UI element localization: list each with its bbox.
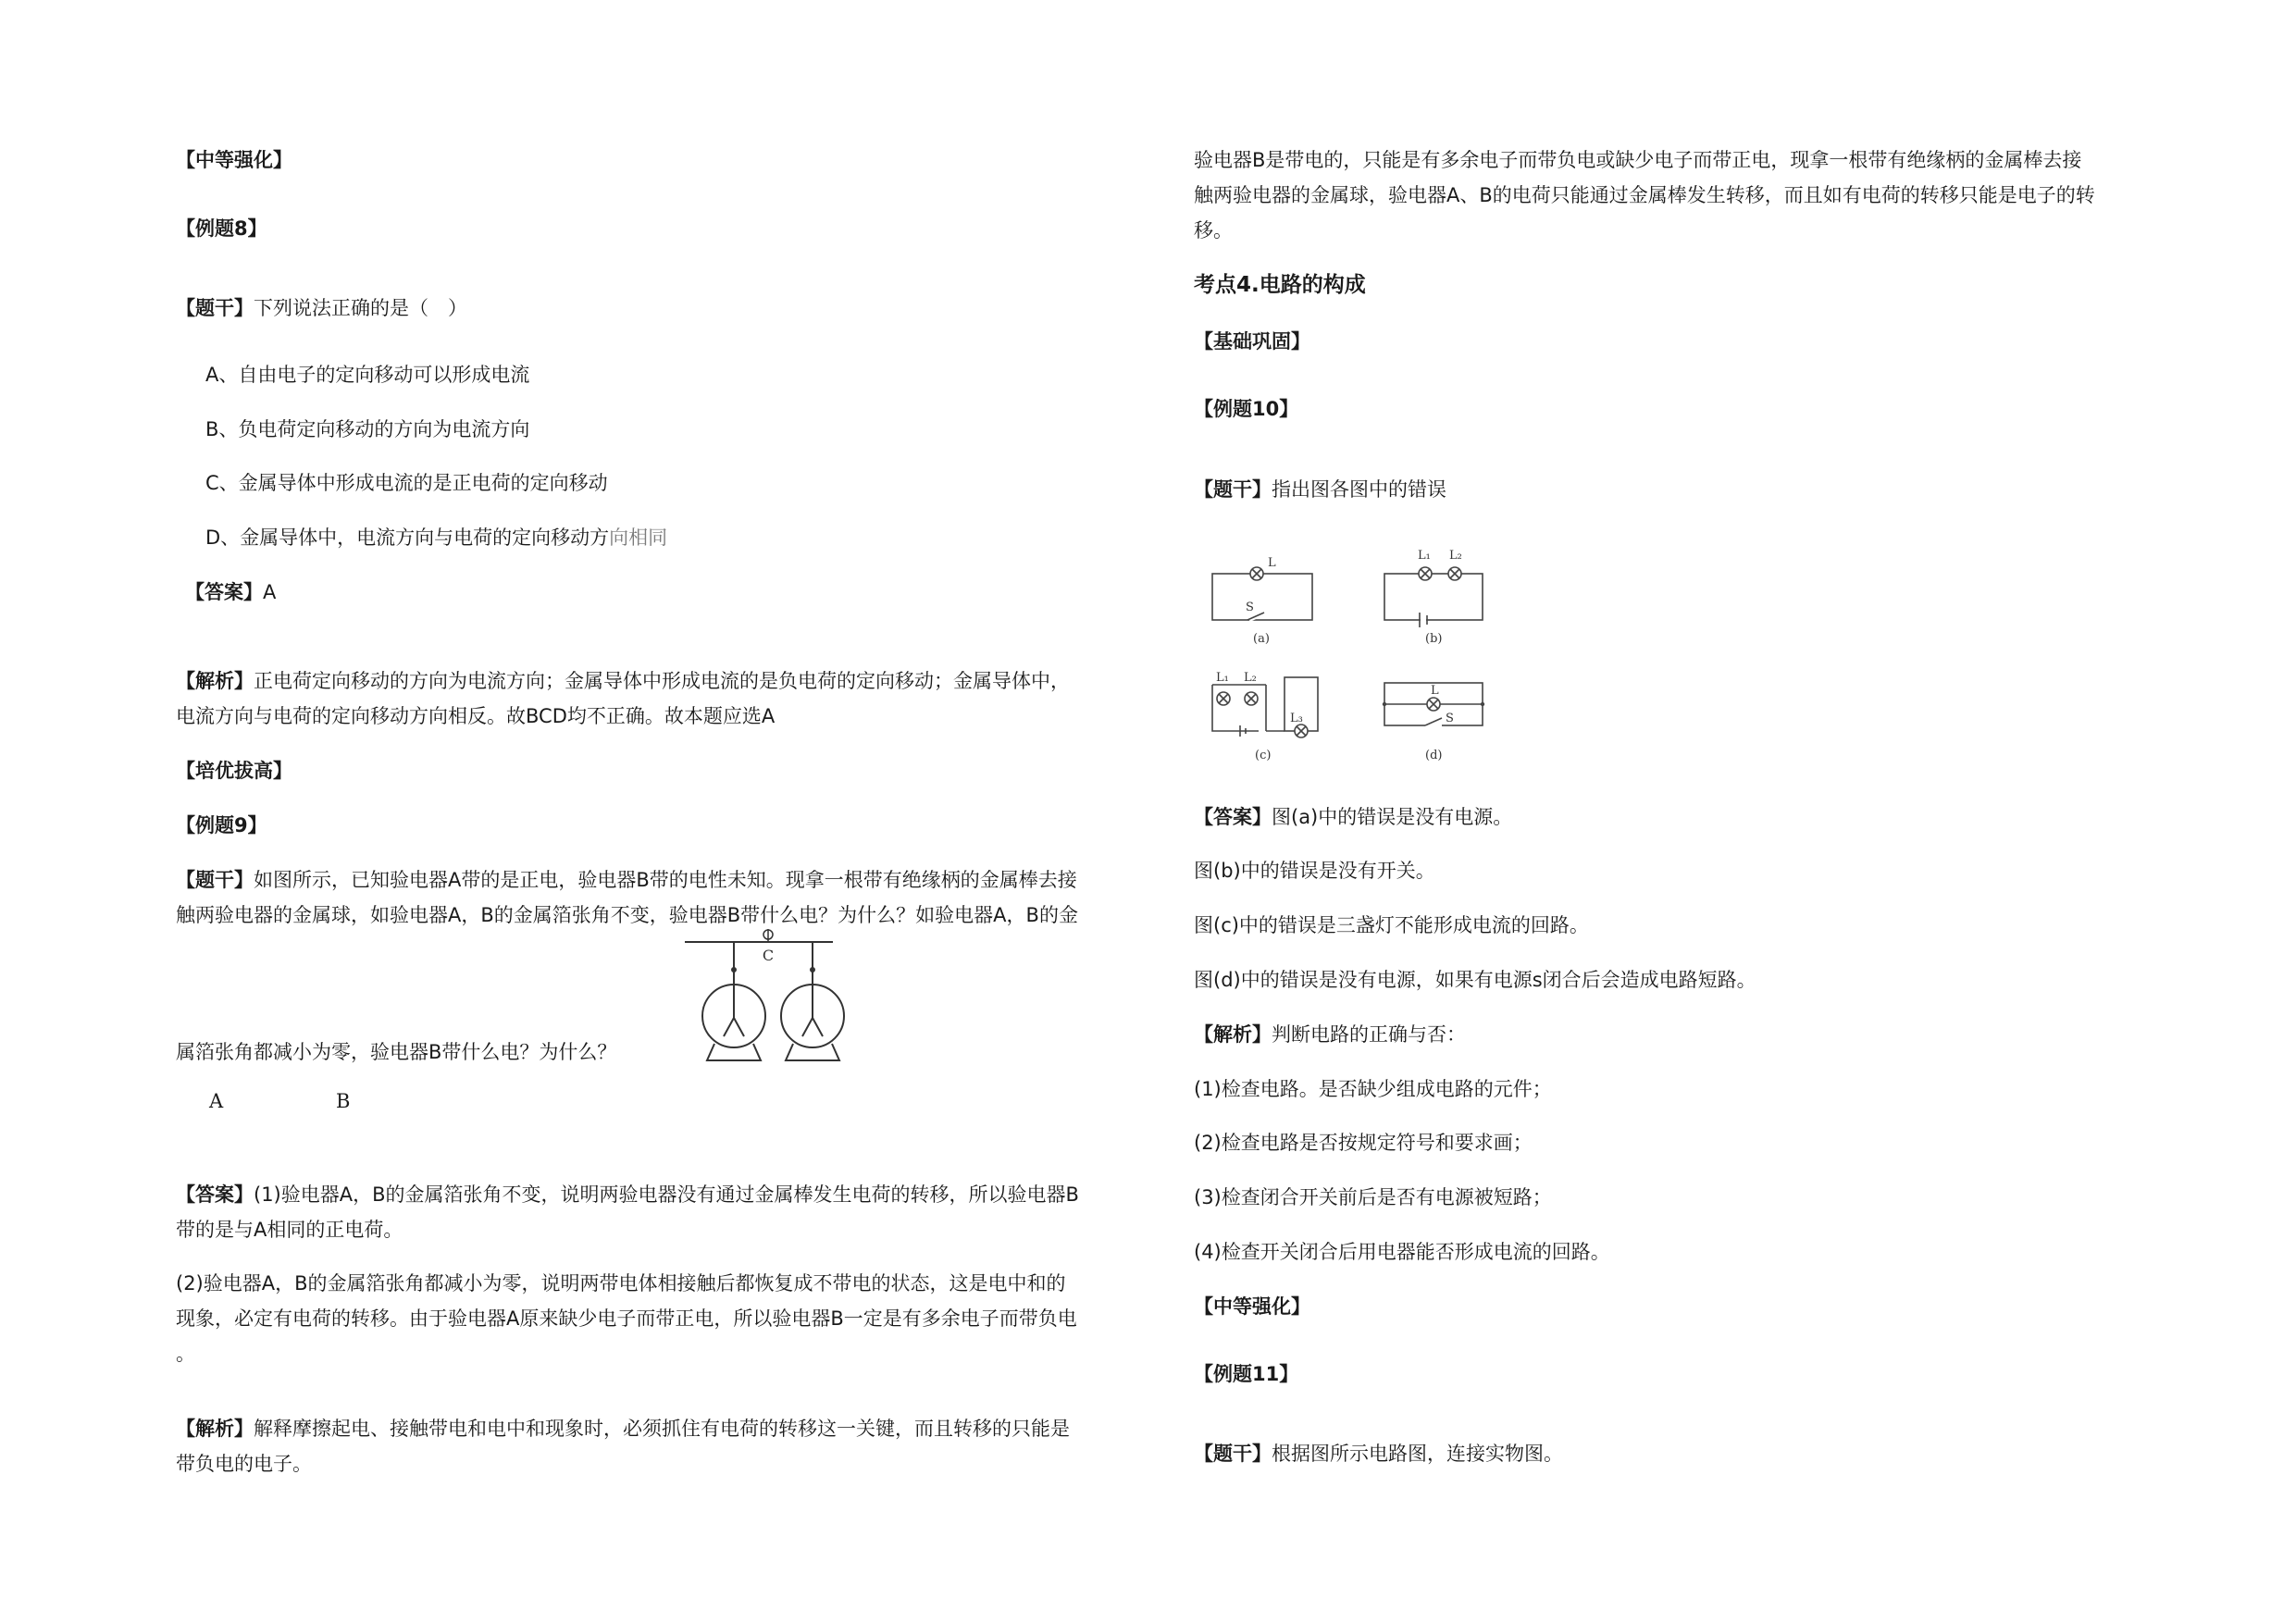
topic-4-heading: 考点4.电路的构成 — [1194, 273, 1366, 297]
electroscope-a-base — [707, 1044, 761, 1060]
q9-stem-text-1: 如图所示，已知验电器A带的是正电，验电器B带的电性未知。现拿一根带有绝缘柄的金属棒去接 — [254, 869, 1077, 891]
q8-option-c: C、金属导体中形成电流的是正电荷的定向移动 — [205, 472, 608, 494]
q9-explanation-text-1: 解释摩擦起电、接触带电和电中和现象时，必须抓住有电荷的转移这一关键，而且转移的只能是 — [254, 1418, 1070, 1440]
q9-explanation-continued — [1194, 142, 2095, 248]
circuit-a-lamp-label: L — [1268, 556, 1276, 570]
q9-explanation — [176, 1411, 1070, 1481]
q8-option-a: A、自由电子的定向移动可以形成电流 — [205, 364, 530, 386]
q9-explanation-line-2: 带负电的电子。 — [176, 1453, 312, 1475]
q8-option-d-tail: 向相同 — [609, 527, 668, 549]
q9-stem-line-3: 属箔张角都减小为零，验电器B带什么电？为什么？ — [176, 1041, 617, 1063]
circuit-a-switch-gap — [1249, 613, 1264, 620]
q9-answer-line-3: (2)验电器A，B的金属箔张角都减小为零，说明两带电体相接触后都恢复成不带电的状态，这是电中和的 — [176, 1272, 1066, 1295]
example-9-label: 【例题9】 — [176, 814, 267, 836]
q9-stem-line-1 — [176, 862, 1078, 898]
circuit-b-lamp-1-label: L₁ — [1418, 549, 1431, 563]
q9-stem-label: 【题干】 — [176, 869, 254, 891]
q10-explanation-point-3: (3)检查闭合开关前后是否有电源被短路； — [1194, 1186, 1552, 1208]
example-11-label: 【例题11】 — [1194, 1363, 1299, 1385]
q8-option-d-main: D、金属导体中，电流方向与电荷的定向移动方 — [205, 527, 610, 549]
continued-line-2: 触两验电器的金属球，验电器A、B的电荷只能通过金属棒发生转移，而且如有电荷的转移只能是电子的转 — [1194, 184, 2095, 206]
electroscope-figure — [648, 925, 1018, 1101]
section-heading-medium: 【中等强化】 — [176, 149, 292, 171]
circuit-a-caption: (a) — [1253, 632, 1270, 646]
electroscope-a-leaf-right — [734, 1018, 744, 1036]
circuit-d-node-right — [1481, 702, 1484, 706]
q8-answer — [185, 575, 276, 610]
circuit-d-caption: (d) — [1425, 749, 1443, 762]
section-heading-basic: 【基础巩固】 — [1194, 330, 1310, 353]
q9-answer — [176, 1177, 1079, 1247]
q8-answer-value: A — [263, 581, 277, 603]
q9-answer-label: 【答案】 — [176, 1183, 254, 1206]
q11-stem-label: 【题干】 — [1194, 1443, 1272, 1465]
circuit-c-caption: (c) — [1255, 749, 1272, 762]
q10-stem-label: 【题干】 — [1194, 478, 1272, 501]
q8-stem-label: 【题干】 — [176, 297, 254, 319]
q10-stem — [1194, 472, 1446, 507]
q10-explanation-point-4: (4)检查开关闭合后用电器能否形成电流的回路。 — [1194, 1241, 1610, 1263]
q10-explanation — [1194, 1017, 1466, 1052]
q8-explanation — [176, 663, 1070, 734]
q9-stem — [176, 862, 1078, 933]
q9-stem-line-2: 触两验电器的金属球，如验电器A，B的金属箔张角不变，验电器B带什么电？为什么？如验电器A，B的金 — [176, 904, 1078, 926]
circuit-b-loop — [1384, 574, 1483, 620]
electroscope-a-leaf-left — [724, 1018, 734, 1036]
q10-answer-b: 图(b)中的错误是没有开关。 — [1194, 860, 1435, 882]
q9-answer-part-2 — [176, 1266, 1077, 1371]
electroscope-b-leaf-right — [813, 1018, 823, 1036]
q8-explanation-text-1: 正电荷定向移动的方向为电流方向；金属导体中形成电流的是负电荷的定向移动；金属导体中， — [254, 670, 1070, 692]
section-heading-medium-2: 【中等强化】 — [1194, 1295, 1310, 1318]
q11-stem — [1194, 1436, 1563, 1471]
electroscope-b-base — [786, 1044, 839, 1060]
electroscope-label-a: A — [209, 1090, 224, 1112]
section-heading-advanced: 【培优拔高】 — [176, 760, 292, 782]
q9-explanation-line-1 — [176, 1411, 1070, 1446]
q9-answer-text-1a: (1)验电器A，B的金属箔张角不变，说明两验电器没有通过金属棒发生电荷的转移，所以验电器B — [254, 1183, 1079, 1206]
q10-answer-d: 图(d)中的错误是没有电源，如果有电源s闭合后会造成电路短路。 — [1194, 969, 1756, 991]
electroscope-label-b: B — [336, 1090, 351, 1112]
q10-explanation-point-2: (2)检查电路是否按规定符号和要求画； — [1194, 1132, 1533, 1154]
example-10-label: 【例题10】 — [1194, 398, 1299, 420]
q10-answer-a-text: 图(a)中的错误是没有电源。 — [1272, 806, 1513, 828]
q8-option-b: B、负电荷定向移动的方向为电流方向 — [205, 418, 530, 440]
circuit-a-switch-label: S — [1246, 601, 1254, 614]
q8-answer-label: 【答案】 — [185, 581, 263, 603]
q10-explanation-text: 判断电路的正确与否： — [1272, 1023, 1466, 1046]
circuit-b-caption: (b) — [1425, 632, 1443, 646]
circuit-diagrams-figure — [1203, 546, 1499, 768]
q8-stem-text: 下列说法正确的是（ ） — [254, 297, 467, 319]
circuit-d-lamp-label: L — [1431, 684, 1439, 698]
q10-explanation-point-1: (1)检查电路。是否缺少组成电路的元件； — [1194, 1078, 1552, 1100]
q8-explanation-label: 【解析】 — [176, 670, 254, 692]
q8-option-d — [176, 520, 667, 555]
q9-explanation-label: 【解析】 — [176, 1418, 254, 1440]
q9-answer-line-4: 现象，必定有电荷的转移。由于验电器A原来缺少电子而带正电，所以验电器B一定是有多余电子而带负电 — [176, 1307, 1077, 1330]
circuit-c-lamp-2-label: L₂ — [1244, 671, 1257, 685]
q9-answer-line-1 — [176, 1177, 1079, 1212]
q10-explanation-label: 【解析】 — [1194, 1023, 1272, 1046]
q11-stem-text: 根据图所示电路图，连接实物图。 — [1272, 1443, 1563, 1465]
q10-stem-text: 指出图各图中的错误 — [1272, 478, 1446, 501]
q10-answer-a — [1194, 799, 1512, 835]
q8-stem — [176, 291, 467, 326]
circuit-b-lamp-2-label: L₂ — [1449, 549, 1462, 563]
circuit-c-lamp-1-label: L₁ — [1216, 671, 1229, 685]
q9-answer-line-2: 带的是与A相同的正电荷。 — [176, 1219, 403, 1241]
circuit-c-lamp-3-label: L₃ — [1290, 712, 1303, 725]
continued-line-3: 移。 — [1194, 219, 1233, 242]
electroscope-a-ball — [731, 967, 737, 973]
q8-explanation-line-1 — [176, 663, 1070, 699]
q10-answer-c: 图(c)中的错误是三盏灯不能形成电流的回路。 — [1194, 914, 1589, 936]
rod-label-c: C — [762, 947, 775, 964]
continued-line-1: 验电器B是带电的，只能是有多余电子而带负电或缺少电子而带正电，现拿一根带有绝缘柄的金属棒去接 — [1194, 149, 2082, 171]
circuit-d-node-left — [1383, 702, 1386, 706]
electroscope-b-ball — [810, 967, 815, 973]
q10-answer-label: 【答案】 — [1194, 806, 1272, 828]
circuit-d-switch-label: S — [1446, 712, 1454, 725]
example-8-label: 【例题8】 — [176, 217, 267, 240]
q9-answer-line-5: 。 — [176, 1343, 195, 1365]
q8-explanation-line-2: 电流方向与电荷的定向移动方向相反。故BCD均不正确。故本题应选A — [176, 705, 776, 727]
electroscope-b-leaf-left — [802, 1018, 813, 1036]
